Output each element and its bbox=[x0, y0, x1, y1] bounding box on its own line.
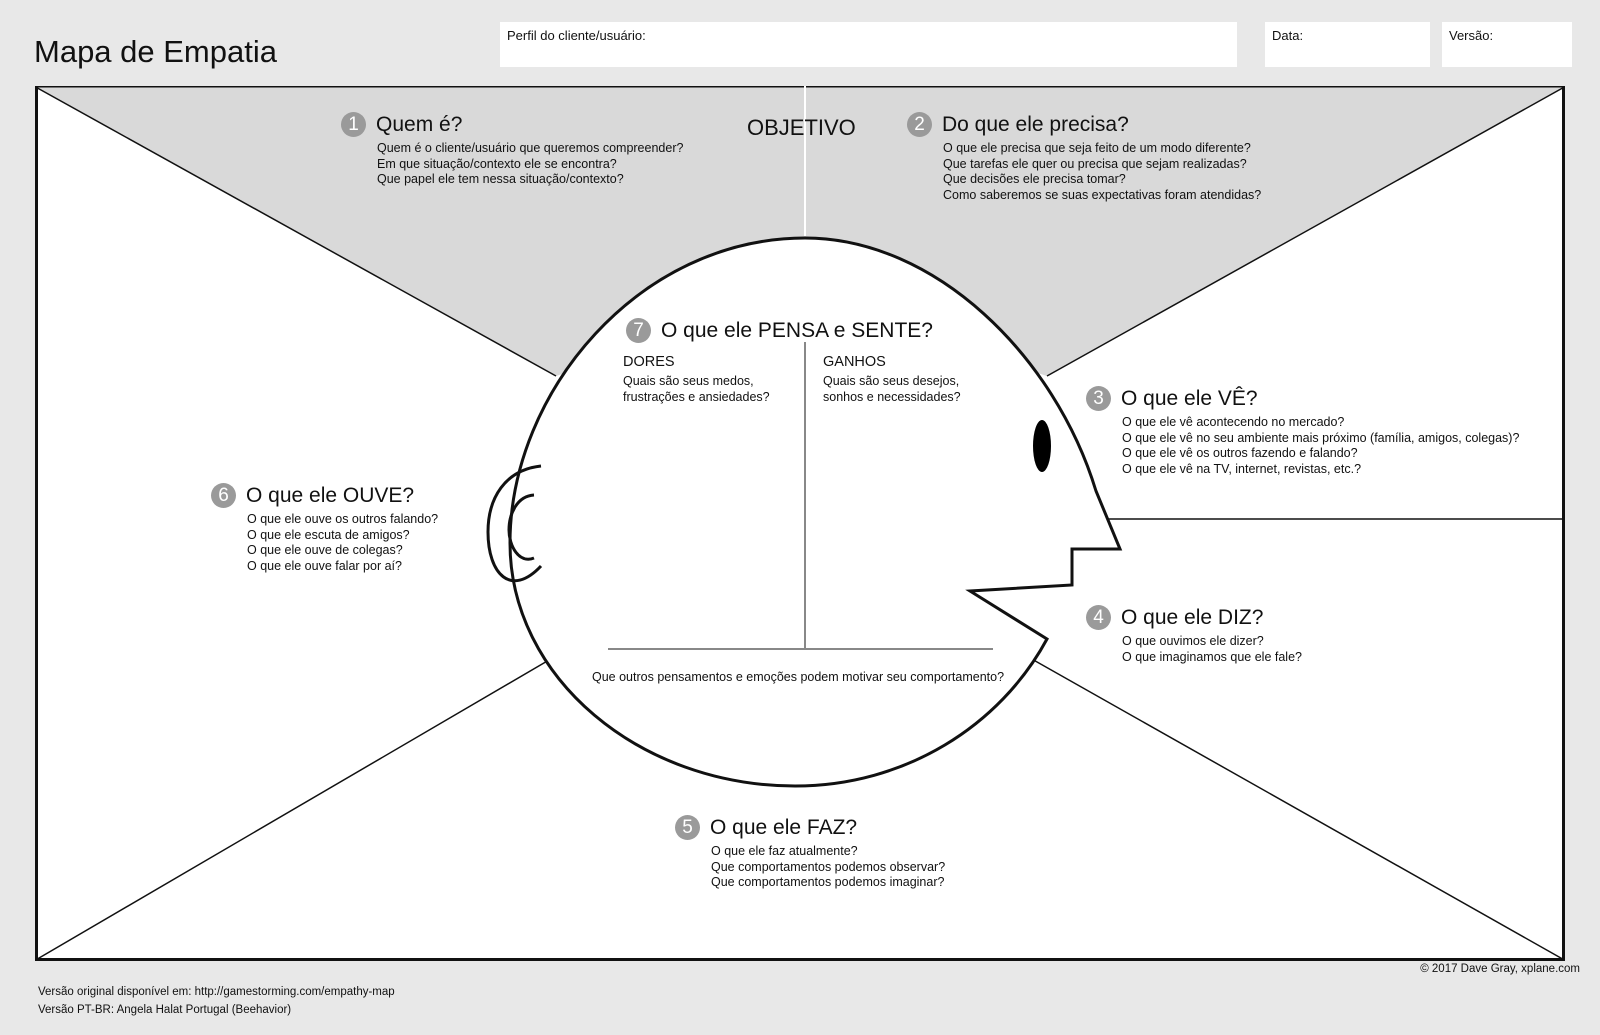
profile-label: Perfil do cliente/usuário: bbox=[507, 28, 646, 43]
copyright: © 2017 Dave Gray, xplane.com bbox=[1420, 963, 1580, 975]
needs-title: Do que ele precisa? bbox=[942, 112, 1129, 136]
profile-field[interactable] bbox=[500, 22, 1237, 67]
does-title: O que ele FAZ? bbox=[710, 815, 858, 839]
pains-block bbox=[623, 354, 770, 405]
does-question: Que comportamentos podemos observar? bbox=[711, 859, 946, 874]
objective-label: OBJETIVO bbox=[747, 115, 856, 140]
hears-question: O que ele ouve falar por aí? bbox=[247, 558, 402, 573]
needs-number-badge: 2 bbox=[907, 112, 932, 137]
date-field[interactable] bbox=[1265, 22, 1430, 67]
page-title: Mapa de Empatia bbox=[34, 34, 277, 69]
sees-question: O que ele vê no seu ambiente mais próximo (família, amigos, colegas)? bbox=[1122, 430, 1520, 445]
needs-question: Como saberemos se suas expectativas foram atendidas? bbox=[943, 187, 1262, 202]
gains-question: sonhos e necessidades? bbox=[823, 389, 961, 404]
does-question: Que comportamentos podemos imaginar? bbox=[711, 875, 945, 890]
who-title: Quem é? bbox=[376, 112, 463, 136]
thinks-number-badge: 7 bbox=[626, 318, 651, 343]
original-version-note: Versão original disponível em: http://gamestorming.com/empathy-map bbox=[38, 986, 395, 998]
gains-block bbox=[823, 354, 961, 405]
thinks-other-question: Que outros pensamentos e emoções podem motivar seu comportamento? bbox=[592, 670, 1005, 684]
does-question: O que ele faz atualmente? bbox=[711, 844, 858, 858]
section-hears bbox=[211, 483, 438, 574]
section-sees bbox=[1086, 386, 1519, 477]
section-thinks bbox=[626, 318, 933, 343]
version-field[interactable] bbox=[1442, 22, 1572, 67]
pains-title: DORES bbox=[623, 354, 675, 370]
sees-question: O que ele vê na TV, internet, revistas, etc.? bbox=[1122, 461, 1362, 476]
needs-question: Que decisões ele precisa tomar? bbox=[943, 172, 1126, 187]
sees-question: O que ele vê os outros fazendo e falando? bbox=[1122, 446, 1358, 461]
says-title: O que ele DIZ? bbox=[1121, 605, 1264, 629]
hears-question: O que ele escuta de amigos? bbox=[247, 527, 410, 542]
sees-number-badge: 3 bbox=[1086, 386, 1111, 411]
says-number-badge: 4 bbox=[1086, 605, 1111, 630]
gains-title: GANHOS bbox=[823, 354, 886, 370]
hears-question: O que ele ouve os outros falando? bbox=[247, 512, 439, 526]
section-needs bbox=[907, 112, 1261, 203]
date-label: Data: bbox=[1272, 28, 1304, 43]
section-who bbox=[341, 112, 683, 188]
sees-question: O que ele vê acontecendo no mercado? bbox=[1122, 415, 1345, 429]
ptbr-version-note: Versão PT-BR: Angela Halat Portugal (Beehavior) bbox=[38, 1004, 292, 1016]
gains-question: Quais são seus desejos, bbox=[823, 374, 960, 388]
who-question: Quem é o cliente/usuário que queremos compreender? bbox=[377, 141, 684, 155]
hears-number-badge: 6 bbox=[211, 483, 236, 508]
sees-title: O que ele VÊ? bbox=[1121, 386, 1258, 410]
hears-title: O que ele OUVE? bbox=[246, 483, 415, 507]
who-question: Em que situação/contexto ele se encontra? bbox=[377, 156, 617, 171]
hears-question: O que ele ouve de colegas? bbox=[247, 543, 403, 558]
thinks-title: O que ele PENSA e SENTE? bbox=[661, 318, 933, 342]
needs-question: Que tarefas ele quer ou precisa que sejam realizadas? bbox=[943, 156, 1247, 171]
pains-question: Quais são seus medos, bbox=[623, 374, 754, 388]
pains-question: frustrações e ansiedades? bbox=[623, 389, 770, 404]
who-question: Que papel ele tem nessa situação/contexto? bbox=[377, 172, 624, 187]
version-label: Versão: bbox=[1449, 28, 1494, 43]
eye bbox=[1033, 420, 1051, 472]
does-number-badge: 5 bbox=[675, 815, 700, 840]
says-question: O que imaginamos que ele fale? bbox=[1122, 649, 1302, 664]
section-says bbox=[1086, 605, 1302, 665]
needs-question: O que ele precisa que seja feito de um modo diferente? bbox=[943, 141, 1251, 155]
who-number-badge: 1 bbox=[341, 112, 366, 137]
says-question: O que ouvimos ele dizer? bbox=[1122, 634, 1264, 648]
section-does bbox=[675, 815, 945, 891]
